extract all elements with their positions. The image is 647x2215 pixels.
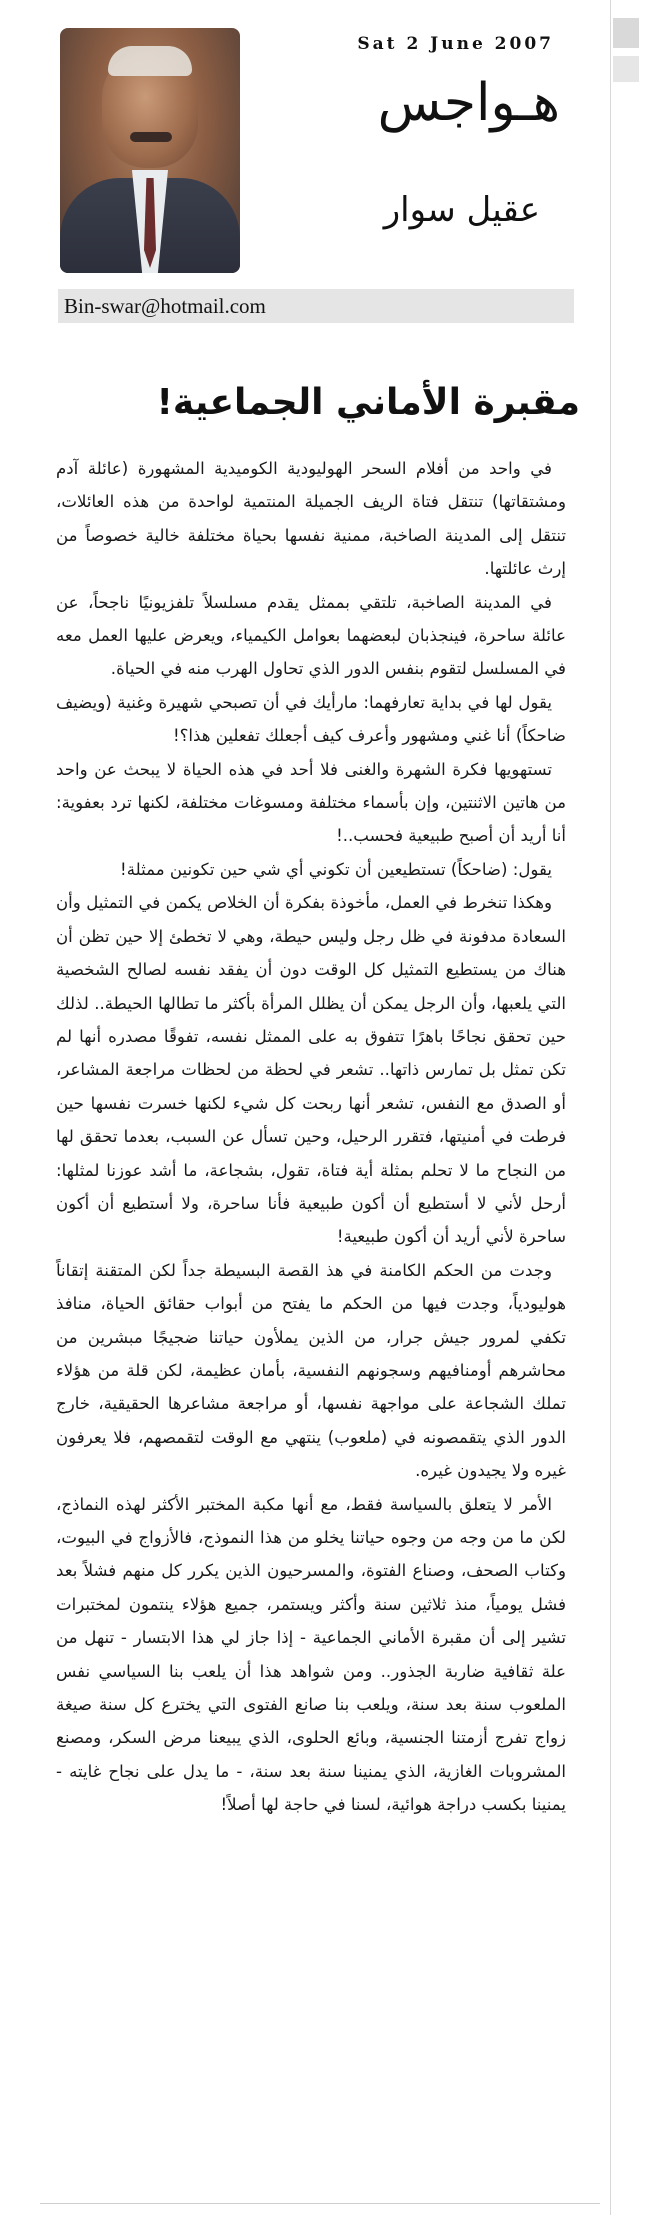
email-bar: [58, 289, 574, 323]
article-body: [56, 452, 566, 1822]
footer-divider: [40, 2203, 600, 2204]
author-email-link[interactable]: Bin-swar@hotmail.com: [64, 294, 266, 318]
article-paragraph: الأمر لا يتعلق بالسياسة فقط، مع أنها مكبة المختبر الأكثر لهذه النماذج، لكن ما من وجه من وجوه حياتنا يخلو من هذا النموذج، فالأزواج في البيوت، وكتاب الصحف، وصناع الفتوة، والمسرحيون الذين يكرر كل منهم فشلاً بعد فشل يومياً، منذ ثلاثين سنة وأكثر ويستمر، جميع هؤلاء ينتمون لمختبرات تشير إلى أن مقبرة الأماني الجماعية - إذا جاز لي هذا الابتسار - تنهل من علة ثقافية ضاربة الجذور.. ومن شواهد هذا أن يلعب بنا السياسي نفس الملعوب سنة بعد سنة، ويلعب بنا صانع الفتوى التي يخترع كل سنة صيغة زواج تفرج أزمتنا الجنسية، وبائع الحلوى، الذي يبيعنا مرض السكر، ومصنع المشروبات الغازية، الذي يمنينا سنة بعد سنة، - ما يدل على نجاح غايته - يمنينا بكسب دراجة هوائية، لسنا في حاجة لها أصلاً!: [56, 1494, 566, 1815]
sidebar-block: [613, 56, 639, 82]
article-paragraph: في المدينة الصاخبة، تلتقي بممثل يقدم مسلسلاً تلفزيونيًا ناجحاً، عن عائلة ساحرة، فينجذبان لبعضهما بعوامل الكيمياء، ويعرض عليها العمل معه في المسلسل لتقوم بنفس الدور الذي تحاول الهرب منه في الحياة.: [56, 592, 566, 679]
author-name: عقيل سوار: [383, 190, 540, 230]
sidebar-block: [613, 18, 639, 48]
right-sidebar: [610, 0, 647, 2215]
column-header: [0, 0, 600, 340]
photo-mustache: [130, 132, 172, 142]
author-photo: [60, 28, 240, 273]
article-paragraph: يقول لها في بداية تعارفهما: مارأيك في أن تصبحي شهيرة وغنية (ويضيف ضاحكاً) أنا غني ومشهور وأعرف كيف أجعلك تفعلين هذا؟!: [56, 692, 566, 746]
article-paragraph: في واحد من أفلام السحر الهوليودية الكوميدية المشهورة (عائلة آدم ومشتقاتها) تنتقل فتاة الريف الجميلة المنتمية لواحدة من هذه العائلات، تنتقل إلى المدينة الصاخبة، ممنية نفسها بحياة مختلفة خالية خصوصاً من إرث عائلتها.: [56, 459, 566, 579]
article-paragraph: وجدت من الحكم الكامنة في هذ القصة البسيطة جداً لكن المتقنة إتقاناً هوليودياً، وجدت فيها من الحكم ما يفتح من أبواب حقائق الحياة، منافذ تكفي لمرور جيش جرار، من الذين يملأون حياتنا ضجيجًا مبشرين من محاشرهم أومنافيهم وسجونهم النفسية، بأمان عظيمة، لكن قلة من هؤلاء تملك الشجاعة على مواجهة نفسها، أو مراجعة مشاعرها الحقيقية، خارج الدور الذي يتقمصونه في (ملعوب) ينتهي مع الوقت لتقمصهم، فلا يعرفون غيره ولا يجيدون غيره.: [56, 1260, 566, 1481]
article-title: مقبرة الأماني الجماعية!: [156, 382, 580, 424]
article-paragraph: يقول: (ضاحكاً) تستطيعين أن تكوني أي شي حين تكونين ممثلة!: [120, 859, 552, 879]
photo-hair: [108, 46, 192, 76]
column-name: هـواجس: [377, 73, 560, 133]
article-paragraph: تستهويها فكرة الشهرة والغنى فلا أحد في هذه الحياة لا يبحث عن واحد من هاتين الاثنتين، وإن بأسماء مختلفة ومسوغات مختلفة، لكنها ترد بعفوية: أنا أريد أن أصبح طبيعية فحسب..!: [56, 759, 566, 846]
article-paragraph: وهكذا تنخرط في العمل، مأخوذة بفكرة أن الخلاص يكمن في التمثيل وأن السعادة مدفونة في ظل رجل وليس حيطة، وهي لا تخطئ إلا حين تظن أن هناك من يستطيع التمثيل كل الوقت دون أن يفقد نفسه لصالح الشخصية التي يلعبها، وأن الرجل يمكن أن يظلل المرأة بأكثر ما تطالها الحيطة.. لذلك حين تحقق نجاحًا باهرًا تتفوق به على الممثل نفسه، تفوقًا مصدره أنها لم تكن تمثل بل تمارس ذاتها.. تشعر في لحظة من لحظات مراجعة المشاعر، أو الصدق مع النفس، تشعر أنها ربحت كل شيء لكنها خسرت نفسها حين فرطت في أمنيتها، فتقرر الرحيل، وحين تسأل عن السبب، بعدما تحقق لها من النجاح ما لا تحلم بمثلة أية فتاة، تقول، بشجاعة، ما أشد عوزنا لمثلها: أرحل لأني لا أستطيع أن أكون طبيعية فأنا ساحرة، ولا أستطيع أن أكون ساحرة لأني أريد أن أكون طبيعية!: [56, 893, 566, 1247]
publish-date: Sat 2 June 2007: [357, 34, 554, 54]
